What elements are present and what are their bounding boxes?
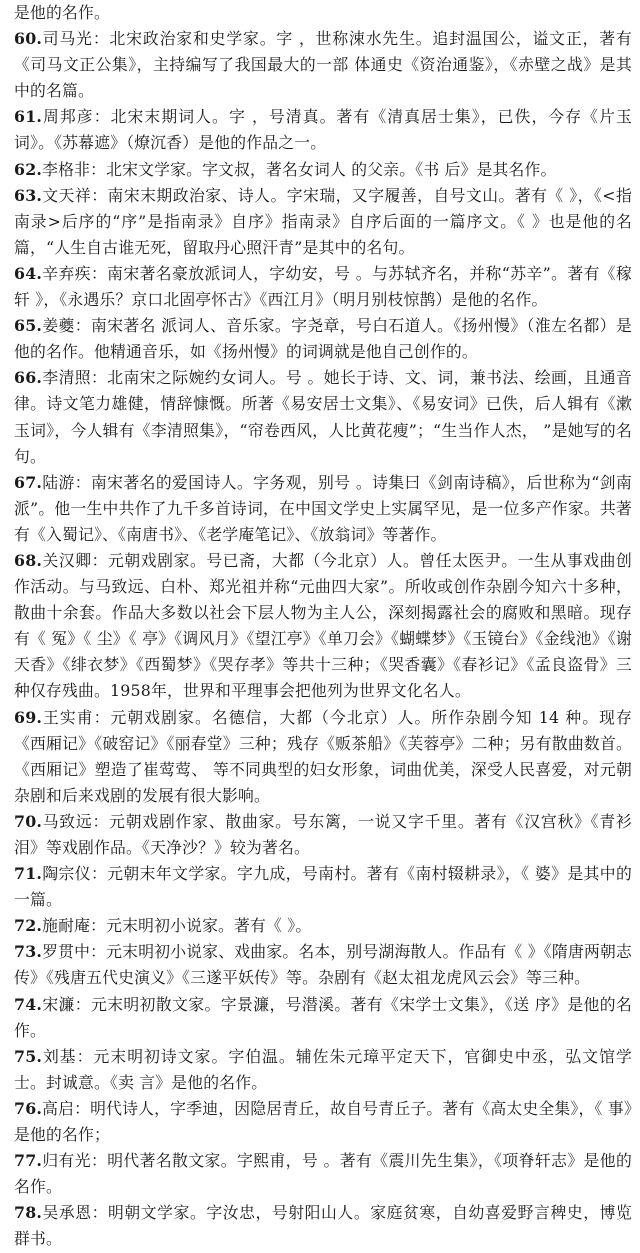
entry-59-tail: 是他的名作。 — [14, 3, 110, 22]
entry-63-wen-tianxiang: 63.文天祥：南宋末期政治家、诗人。字宋瑞，又字履善，自号文山。著有《 》，《<指南录>后序的“序”是指南录》自序》指南录》自序后面的一篇序文。《 》也是他的名篇，“人生自古谁无死，留取丹心照汗青”是其中的名句。 — [14, 185, 632, 257]
entry-78-wu-chengen: 78.吴承恩：明朝文学家。字汝忠，号射阳山人。家庭贫寒，自幼喜爱野言稗史，博览群书。 — [14, 1203, 632, 1249]
entry-60-sima-guang: 60.司马光：北宋政治家和史学家。字 ，世称涑水先生。追封温国公，谥文正，著有《司马文正公集》，主持编写了我国最大的一部 体通史《资治通鉴》，《赤壁之战》是其中的名篇。 — [14, 29, 632, 101]
entry-71-tao-zongyi: 71.陶宗仪：元朝末年文学家。字九成，号南村。著有《南村辍耕录》，《 婆》是其中的一篇。 — [14, 864, 632, 910]
entry-70-ma-zhiyuan: 70.马致远：元朝戏剧作家、散曲家。号东篱，一说又字千里。著有《汉宫秋》《青衫泪》等戏剧作品。《天净沙？》较为著名。 — [14, 811, 632, 857]
entry-68-guan-hanqing: 68.关汉卿：元朝戏剧家。号已斋，大都（今北京）人。曾任太医尹。一生从事戏曲创作活动。与马致远、白朴、郑光祖并称“元曲四大家”。所收或创作杂剧今知六十多种，散曲十余套。作品大多数以社会下层人物为主人公，深刻揭露社会的腐败和黑暗。现存有《 冤》《 尘》《 亭》《调风月》《望江亭》《单刀会》《蝴蝶梦》《玉镜台》《金线池》《谢天香》《绯衣梦》《西蜀梦》《哭存孝》等共十三种；《哭香囊》《春衫记》《孟良盗骨》三种仅存残曲。1958年，世界和平理事会把他列为世界文化名人。 — [14, 550, 632, 701]
entry-64-xin-qiji: 64.辛弃疾：南宋著名豪放派词人，字幼安，号 。与苏轼齐名，并称“苏辛”。著有《稼轩 》，《永遇乐？京口北固亭怀古》《西江月》（明月别枝惊鹊）是他的名作。 — [14, 263, 632, 310]
entry-73-luo-guanzhong: 73.罗贯中：元末明初小说家、戏曲家。名本，别号湖海散人。作品有《 》《隋唐两朝志传》《残唐五代史演义》《三遂平妖传》等。杂剧有《赵太祖龙虎风云会》等三种。 — [14, 942, 632, 988]
entry-76-gao-qi: 76.高启：明代诗人，字季迪，因隐居青丘，故自号青丘子。著有《高太史全集》，《 事》是他的名作； — [14, 1098, 632, 1145]
entry-62-li-gefei: 62.李格非：北宋文学家。字文叔，著名女词人 的父亲。《书 后》是其名作。 — [14, 159, 557, 179]
entry-72-shi-naian: 72.施耐庵：元末明初小说家。著有《 》。 — [14, 916, 312, 936]
entry-65-jiang-kui: 65.姜夔：南宋著名 派词人、音乐家。字尧章，号白石道人。《扬州慢》（淮左名都）是他的名作。他精通音乐，如《扬州慢》的词调就是他自己创作的。 — [14, 316, 632, 362]
entry-77-gui-youguang: 77.归有光：明代著名散文家。字熙甫，号 。著有《震川先生集》，《项脊轩志》是他的名作。 — [14, 1151, 632, 1197]
entry-61-zhou-bangyan: 61.周邦彦：北宋末期词人。字 ，号清真。著有《清真居士集》，已佚，今存《片玉词》。《苏幕遮》（燎沉香）是他的作品之一。 — [14, 107, 632, 153]
entry-69-wang-shifu: 69.王实甫：元朝戏剧家。名德信，大都（今北京）人。所作杂剧今知 14 种。现存《西厢记》《破窑记》《丽春堂》三种；残存《贩茶船》《芙蓉亭》二种；另有散曲数首。《西厢记》塑造了崔莺莺、 等不同典型的妇女形象，词曲优美，深受人民喜爱，对元朝杂剧和后来戏剧的发展有很大影响。 — [14, 707, 632, 805]
entry-66-li-qingzhao: 66.李清照：北南宋之际婉约女词人。号 。她长于诗、文、词，兼书法、绘画，且通音律。诗文笔力雄健，情辞慷慨。所著《易安居士文集》、《易安词》已佚，后人辑有《漱玉词》，今人辑有《李清照集》，“帘卷西风，人比黄花瘦”；“生当作人杰， ”是她写的名句。 — [14, 368, 632, 466]
entry-75-liu-ji: 75.刘基：元末明初诗文家。字伯温。辅佐朱元璋平定天下，官御史中丞，弘文馆学士。封诚意。《卖 言》是他的名作。 — [14, 1046, 632, 1092]
entry-67-lu-you: 67.陆游：南宋著名的爱国诗人。字务观，别号 。诗集曰《剑南诗稿》，后世称为“剑南派”。他一生中共作了九千多首诗词，在中国文学史上实属罕见，是一位多产作家。共著有《入蜀记》、《南唐书》、《老学庵笔记》、《放翁词》等著作。 — [14, 472, 632, 544]
entry-74-song-lian: 74.宋濂：元末明初散文家。字景濂，号潜溪。著有《宋学士文集》，《送 序》是他的名作。 — [14, 994, 632, 1040]
